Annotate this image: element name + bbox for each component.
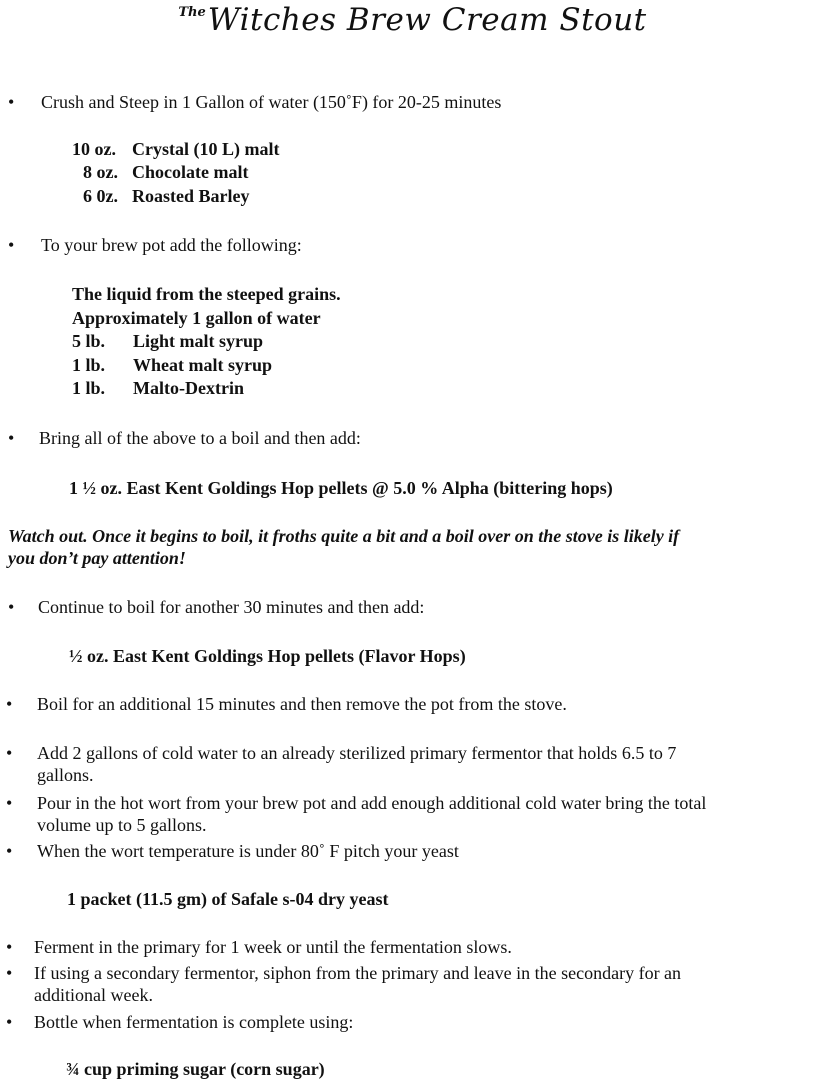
bullet: •: [8, 597, 15, 617]
step-pour-cont: volume up to 5 gallons.: [37, 815, 207, 835]
grain-item: Roasted Barley: [132, 186, 250, 206]
step-secondary: If using a secondary fermentor, siphon from the primary and leave in the secondary for an: [34, 963, 682, 983]
step-brew-pot: To your brew pot add the following:: [41, 235, 302, 255]
brew-liquid: The liquid from the steeped grains.: [72, 284, 341, 304]
bullet: •: [6, 743, 13, 763]
brew-qty: 1 lb.: [72, 378, 106, 398]
step-boil-15: Boil for an additional 15 minutes and then remove the pot from the stove.: [37, 694, 567, 714]
bullet: •: [6, 694, 13, 714]
hops-flavor: ½ oz. East Kent Goldings Hop pellets (Flavor Hops): [69, 646, 466, 666]
bullet: •: [6, 1012, 13, 1032]
bullet: •: [8, 428, 15, 448]
brew-row: [72, 377, 244, 399]
yeast: 1 packet (11.5 gm) of Safale s-04 dry yeast: [67, 889, 389, 909]
brew-item: Light malt syrup: [133, 331, 264, 351]
grain-row: [83, 185, 249, 207]
page-title: [0, 0, 825, 44]
brew-item: Wheat malt syrup: [133, 355, 272, 375]
step-steep: Crush and Steep in 1 Gallon of water (150˚F) for 20-25 minutes: [41, 92, 502, 112]
step-continue-boil: Continue to boil for another 30 minutes and then add:: [38, 597, 425, 617]
step-pour: Pour in the hot wort from your brew pot and add enough additional cold water bring the total: [37, 793, 707, 813]
brew-row: [72, 330, 263, 352]
step-add-water-cont: gallons.: [37, 765, 94, 785]
brew-row: [72, 354, 272, 376]
bullet: •: [6, 963, 13, 983]
step-ferment: Ferment in the primary for 1 week or until the fermentation slows.: [34, 937, 512, 957]
grain-item: Crystal (10 L) malt: [132, 139, 280, 159]
bullet: •: [6, 793, 13, 813]
title-main: Witches Brew Cream Stout: [207, 2, 647, 38]
bullet: •: [6, 937, 13, 957]
warning-line: you don’t pay attention!: [8, 548, 186, 568]
bullet: •: [8, 235, 15, 255]
priming-sugar: ¾ cup priming sugar (corn sugar): [66, 1059, 325, 1079]
step-bottle: Bottle when fermentation is complete using:: [34, 1012, 354, 1032]
bullet: •: [6, 841, 13, 861]
warning-line: Watch out. Once it begins to boil, it froths quite a bit and a boil over on the stove is likely if: [8, 526, 680, 546]
step-pitch: When the wort temperature is under 80˚ F pitch your yeast: [37, 841, 459, 861]
step-secondary-cont: additional week.: [34, 985, 153, 1005]
step-add-water: Add 2 gallons of cold water to an already sterilized primary fermentor that holds 6.5 to 7: [37, 743, 677, 763]
grain-qty: 10 oz.: [72, 139, 116, 159]
grain-row: [72, 138, 279, 160]
grain-row: [83, 161, 248, 183]
grain-item: Chocolate malt: [132, 162, 249, 182]
bullet: •: [8, 92, 15, 112]
grain-qty: 8 oz.: [83, 162, 118, 182]
grain-qty: 6 0z.: [83, 186, 118, 206]
step-boil: Bring all of the above to a boil and then add:: [39, 428, 361, 448]
hops-bittering: 1 ½ oz. East Kent Goldings Hop pellets @ 5.0 % Alpha (bittering hops): [69, 478, 613, 498]
brew-qty: 1 lb.: [72, 355, 106, 375]
title-prefix: The: [178, 5, 206, 20]
brew-water: Approximately 1 gallon of water: [72, 308, 321, 328]
brew-qty: 5 lb.: [72, 331, 106, 351]
brew-item: Malto-Dextrin: [133, 378, 244, 398]
